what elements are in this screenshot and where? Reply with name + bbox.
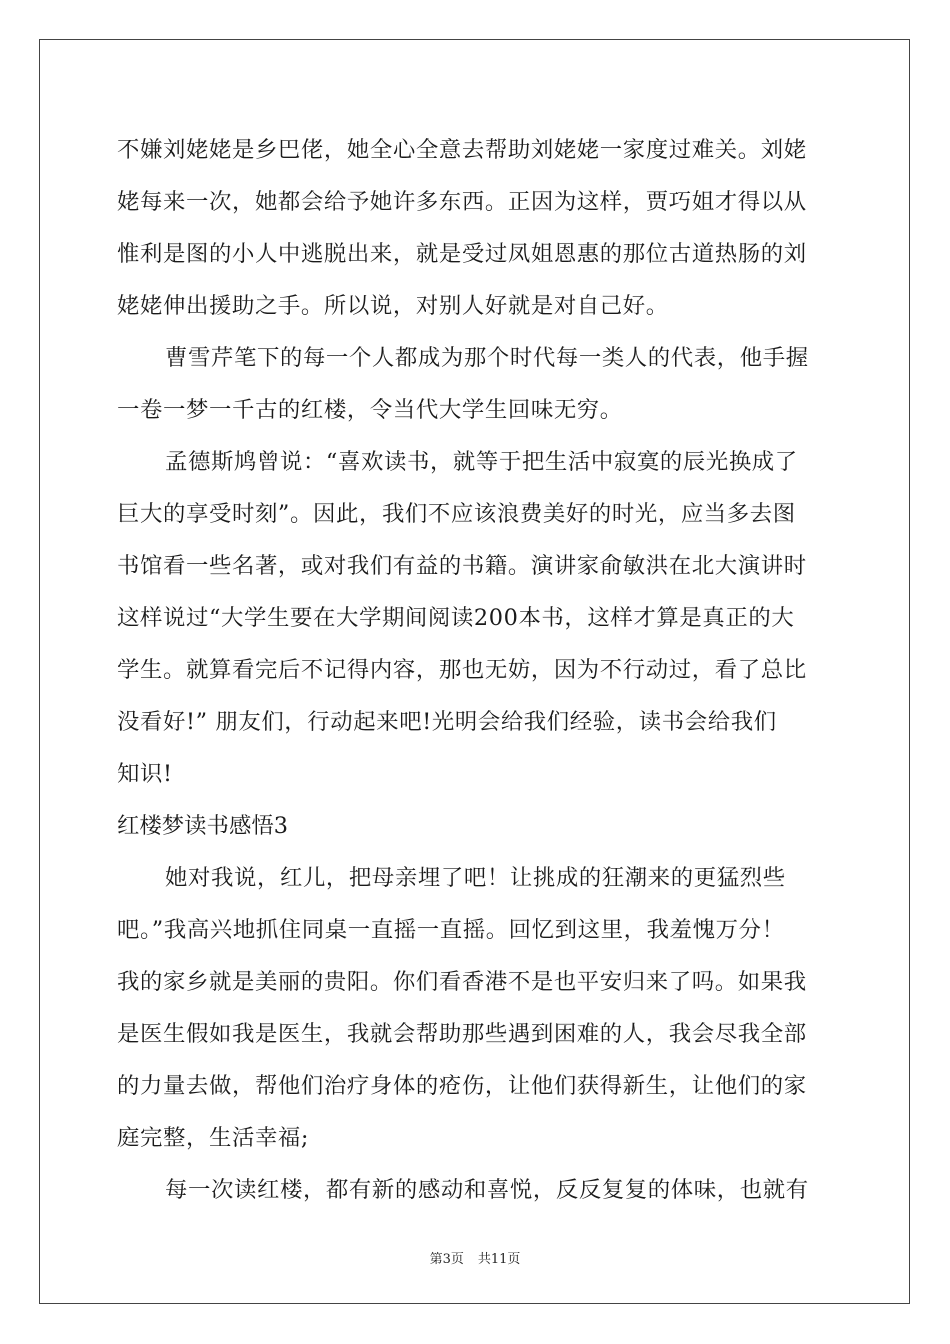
text-line: 这样说过“大学生要在大学期间阅读200本书，这样才算是真正的大 — [117, 605, 795, 631]
text-line: 吧。”我高兴地抓住同桌一直摇一直摇。回忆到这里，我羞愧万分！ — [117, 917, 785, 943]
text-line: 姥姥伸出援助之手。所以说，对别人好就是对自己好。 — [117, 293, 669, 319]
section-heading: 红楼梦读书感悟3 — [117, 813, 288, 839]
text-line: 是医生假如我是医生，我就会帮助那些遇到困难的人，我会尽我全部 — [117, 1021, 807, 1047]
text-line: 学生。就算看完后不记得内容，那也无妨，因为不行动过，看了总比 — [117, 657, 807, 683]
paragraph-start-line: 孟德斯鸠曾说：“喜欢读书，就等于把生活中寂寞的辰光换成了 — [165, 449, 798, 475]
text-line: 一卷一梦一千古的红楼，令当代大学生回味无穷。 — [117, 397, 623, 423]
page-footer — [0, 1248, 950, 1267]
page-number: 第3页 — [429, 1252, 464, 1267]
paragraph-start-line: 每一次读红楼，都有新的感动和喜悦，反反复复的体味，也就有 — [165, 1177, 809, 1203]
text-line: 的力量去做，帮他们治疗身体的疮伤，让他们获得新生，让他们的家 — [117, 1073, 807, 1099]
text-line: 惟利是图的小人中逃脱出来，就是受过凤姐恩惠的那位古道热肠的刘 — [117, 241, 807, 267]
paragraph-start-line: 她对我说，红儿，把母亲埋了吧！让挑成的狂潮来的更猛烈些 — [165, 865, 786, 891]
text-line: 没看好!” 朋友们，行动起来吧!光明会给我们经验，读书会给我们 — [117, 709, 777, 735]
text-line: 庭完整，生活幸福; — [117, 1125, 310, 1151]
document-body — [117, 124, 833, 1216]
text-line: 巨大的享受时刻”。因此，我们不应该浪费美好的时光，应当多去图 — [117, 501, 796, 527]
text-line: 不嫌刘姥姥是乡巴佬，她全心全意去帮助刘姥姥一家度过难关。刘姥 — [117, 137, 807, 163]
paragraph-start-line: 曹雪芹笔下的每一个人都成为那个时代每一类人的代表，他手握 — [165, 345, 809, 371]
text-line: 姥每来一次，她都会给予她许多东西。正因为这样，贾巧姐才得以从 — [117, 189, 807, 215]
text-line: 书馆看一些名著，或对我们有益的书籍。演讲家俞敏洪在北大演讲时 — [117, 553, 807, 579]
text-line: 我的家乡就是美丽的贵阳。你们看香港不是也平安归来了吗。如果我 — [117, 969, 807, 995]
page-total: 共11页 — [477, 1252, 521, 1267]
text-line: 知识! — [117, 761, 173, 787]
